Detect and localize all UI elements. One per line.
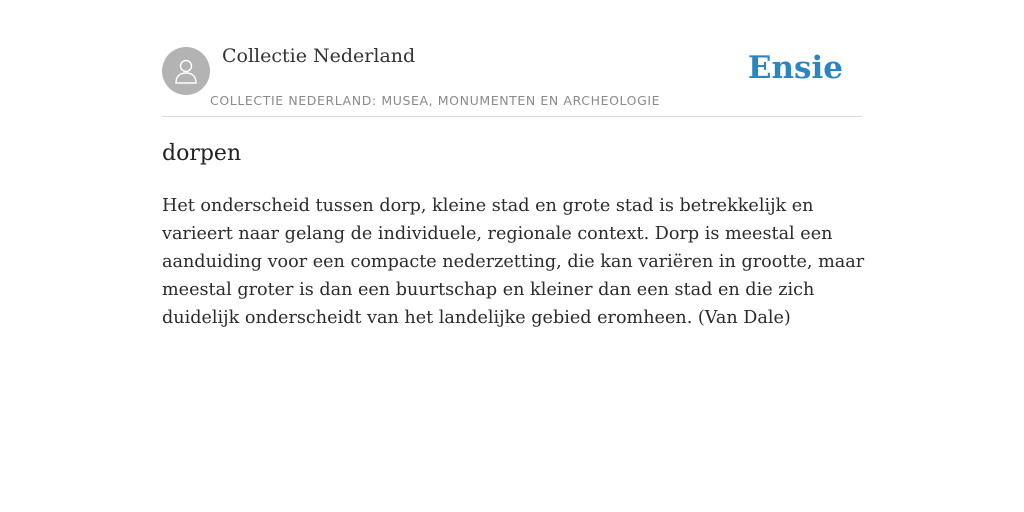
ensie-logo-link[interactable]: Ensie [747, 50, 843, 86]
entry-header [162, 0, 862, 117]
author-name[interactable]: Collectie Nederland [222, 45, 416, 67]
entry-term: dorpen [162, 141, 242, 166]
user-icon [171, 56, 201, 86]
entry-card [162, 0, 865, 328]
source-label[interactable]: COLLECTIE NEDERLAND: MUSEA, MONUMENTEN EN ARCHEOLOGIE [210, 93, 661, 108]
entry-definition: Het onderscheid tussen dorp, kleine stad en grote stad is betrekkelijk en varieert naar gelang de individuele, regionale context. Dorp is meestal een aanduiding voor een compacte nederzetting, die kan variëren in grootte, maar meestal groter is dan een buurtschap en kleiner dan een stad en die zich duidelijk onderscheidt van het landelijke gebied eromheen. (Van Dale) [162, 196, 865, 328]
avatar[interactable] [162, 47, 210, 95]
